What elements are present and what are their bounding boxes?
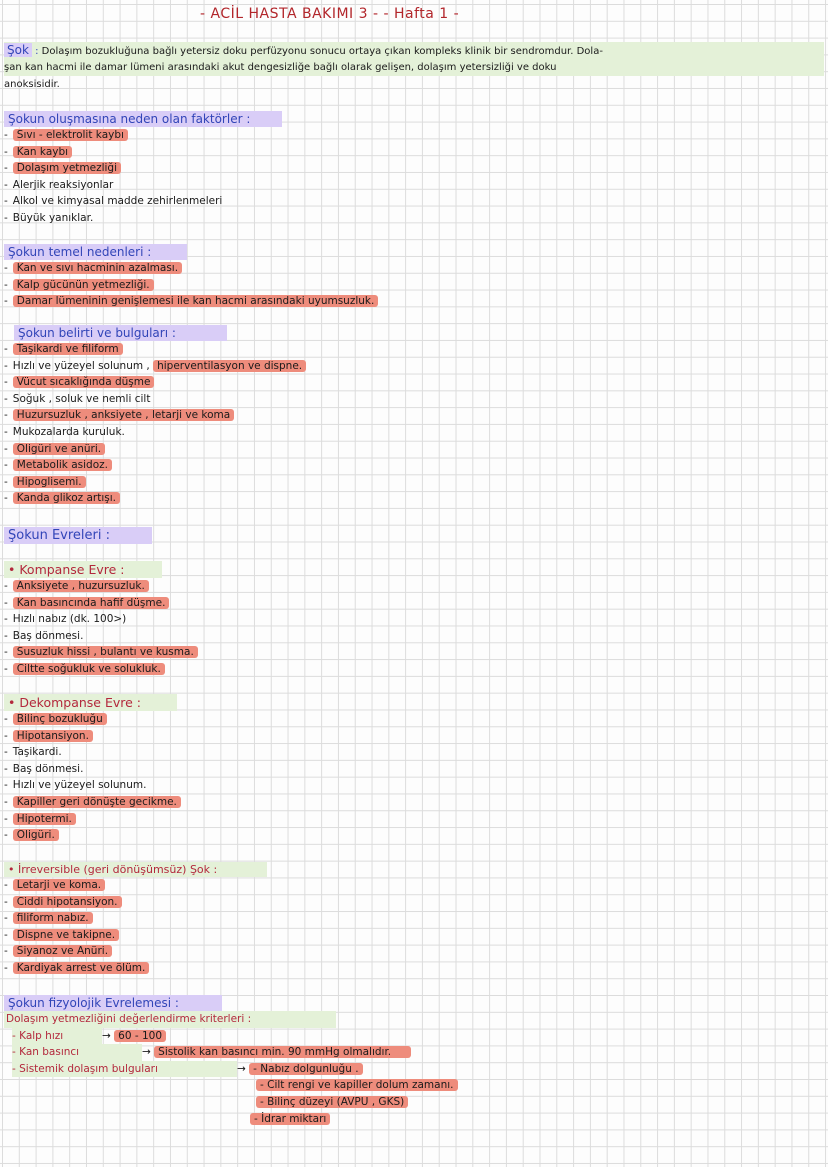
list-item: Kan kaybı [13,146,72,158]
list-item: Metabolik asidoz. [13,459,112,471]
list-item: Soğuk , soluk ve nemli cilt [12,392,151,405]
list-item: Anksiyete , huzursuzluk. [13,580,149,592]
section-physiological [4,995,458,1127]
definition-line-3: anoksisidir. [4,78,60,90]
list-item: Hızlı ve yüzeyel solunum. [12,779,147,792]
list-item: Hipotansiyon. [13,730,93,742]
list-item: Kalp gücünün yetmezliği. [13,279,154,291]
list-item: Baş dönmesi. [12,629,84,642]
list-item: Taşikardi. [12,746,62,759]
arrow-icon: → [102,1029,111,1042]
definition-term: Şok [4,43,32,57]
section-heading: Şokun temel nedenleri : [4,244,187,260]
stage-heading: • Dekompanse Evre : [4,694,177,711]
list-item-plain: Hızlı ve yüzeyel solunum , [12,359,150,372]
definition-separator: : [35,46,39,57]
definition-line-1: Dolaşım bozukluğuna bağlı yetersiz doku perfüzyonu sonucu ortaya çıkan kompleks klinik bir sendromdur. Dola- [41,46,603,57]
section-stages [4,527,152,544]
criterion-value: 60 - 100 [114,1030,166,1042]
list-item-highlight: hiperventilasyon ve dispne. [153,360,306,372]
definition-paragraph [4,42,824,92]
list-item: Kanda glikoz artışı. [13,492,120,504]
systemic-item: - İdrar miktarı [250,1113,330,1125]
arrow-icon: → [237,1062,246,1075]
list-item: Hipotermi. [13,813,76,825]
section-factors: Şokun oluşmasına neden olan faktörler : - Sıvı - elektrolit kaybı - Kan kaybı - Dolaşım yetmezliği - Alerjik reaksiyonlar - Alkol ve kimyasal madde zehirlenmeleri - Büyük yanıklar. [4,111,282,227]
section-heading: Şokun fizyolojik Evrelemesi : [4,995,222,1011]
stage-heading: • Kompanse Evre : [4,561,162,578]
list-item: Letarji ve koma. [13,879,105,891]
list-item: Hipoglisemi. [13,476,86,488]
criterion-label: - Kalp hızı [12,1028,102,1045]
list-item: Büyük yanıklar. [12,211,94,224]
list-item: Kapiller geri dönüşte gecikme. [13,796,181,808]
list-item: Susuzluk hissi , bulantı ve kusma. [13,646,198,658]
criterion-value: - Nabız dolgunluğu . [249,1063,362,1075]
list-item: Alkol ve kimyasal madde zehirlenmeleri [12,195,223,208]
section-heading: Şokun Evreleri : [4,527,152,544]
list-item: Damar lümeninin genişlemesi ile kan hacmi arasındaki uyumsuzluk. [13,295,379,307]
list-item: Huzursuzluk , anksiyete , letarji ve koma [13,409,234,421]
list-item: Kardiyak arrest ve ölüm. [13,962,150,974]
subheading: Dolaşım yetmezliğini değerlendirme kriterleri : [4,1011,336,1028]
section-symptoms: Şokun belirti ve bulguları : - Taşikardi ve filiform - Hızlı ve yüzeyel solunum , hiperventilasyon ve dispne. - Vücut sıcaklığında düşme - Soğuk , soluk ve nemli cilt - Huzursuzluk , anksiyete , letarji ve koma - Mukozalarda kuruluk. - Oligüri ve anüri. - Metabolik asidoz. - Hipoglisemi. - Kanda glikoz artışı. [4,325,306,507]
list-item: Oligüri. [13,829,59,841]
stage-irreversible: • İrreversible (geri dönüşümsüz) Şok : - Letarji ve koma. - Ciddi hipotansiyon. - filiform nabız. - Dispne ve takipne. - Siyanoz ve Anüri. - Kardiyak arrest ve ölüm. [4,862,267,977]
list-item: Alerjik reaksiyonlar [12,178,114,191]
list-item: Dolaşım yetmezliği [13,162,121,174]
criterion-label: - Sistemik dolaşım bulguları [12,1061,237,1078]
definition-line-2: şan kan hacmi ile damar lümeni arasındaki akut dengesizliğe bağlı olarak gelişen, dolaşım yetersizliği ve doku [4,59,824,76]
list-item: Baş dönmesi. [12,762,84,775]
list-item: Ciltte soğukluk ve solukluk. [13,663,165,675]
stage-heading: • İrreversible (geri dönüşümsüz) Şok : [4,862,267,877]
list-item: Vücut sıcaklığında düşme [13,376,155,388]
list-item: Kan ve sıvı hacminin azalması. [13,262,182,274]
list-item: Kan basıncında hafif düşme. [13,597,170,609]
list-item: filiform nabız. [13,912,93,924]
list-item: Mukozalarda kuruluk. [12,425,125,438]
criterion-label: - Kan basıncı [12,1044,142,1061]
systemic-item: - Cilt rengi ve kapiller dolum zamanı. [256,1079,458,1091]
arrow-icon: → [142,1046,151,1059]
criterion-value: Sistolik kan basıncı min. 90 mmHg olmalıdır. [154,1046,411,1058]
page-title: - ACİL HASTA BAKIMI 3 - - Hafta 1 - [200,6,460,22]
stage-compensated: • Kompanse Evre : - Anksiyete , huzursuzluk. - Kan basıncında hafif düşme. - Hızlı nabız (dk. 100>) - Baş dönmesi. - Susuzluk hissi , bulantı ve kusma. - Ciltte soğukluk ve solukluk. [4,561,198,678]
section-heading: Şokun belirti ve bulguları : [14,325,227,341]
list-item: Siyanoz ve Anüri. [13,945,112,957]
section-causes: Şokun temel nedenleri : - Kan ve sıvı hacminin azalması. - Kalp gücünün yetmezliği. - Damar lümeninin genişlemesi ile kan hacmi arasındaki uyumsuzluk. [4,244,378,310]
stage-decompensated: • Dekompanse Evre : - Bilinç bozukluğu - Hipotansiyon. - Taşikardi. - Baş dönmesi. - Hızlı ve yüzeyel solunum. - Kapiller geri dönüşte gecikme. - Hipotermi. - Oligüri. [4,694,181,844]
list-item: Dispne ve takipne. [13,929,119,941]
list-item: Ciddi hipotansiyon. [13,896,122,908]
list-item: Sıvı - elektrolit kaybı [13,129,128,141]
list-item: Oligüri ve anüri. [13,443,105,455]
systemic-item: - Bilinç düzeyi (AVPU , GKS) [256,1096,408,1108]
section-heading: Şokun oluşmasına neden olan faktörler : [4,111,282,127]
list-item: Hızlı nabız (dk. 100>) [12,613,127,626]
list-item: Bilinç bozukluğu [13,713,107,725]
list-item: Taşikardi ve filiform [13,343,123,355]
